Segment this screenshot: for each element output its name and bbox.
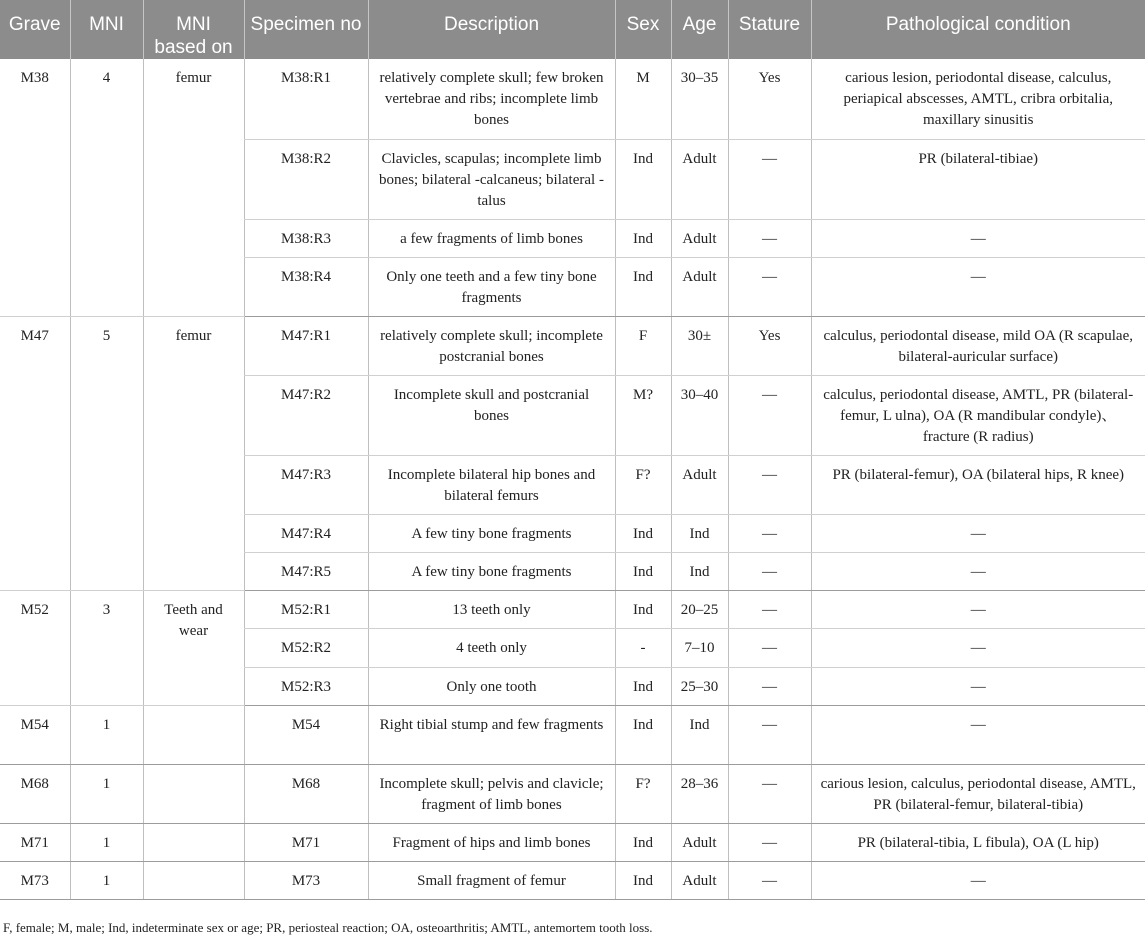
sex-cell: Ind <box>615 823 671 861</box>
pathology-cell: carious lesion, periodontal disease, calculus, periapical abscesses, AMTL, cribra orbitalia, maxillary sinusitis <box>811 59 1145 139</box>
sex-cell: Ind <box>615 514 671 552</box>
description-cell: Fragment of hips and limb bones <box>368 823 615 861</box>
sex-cell: Ind <box>615 590 671 628</box>
pathology-cell: PR (bilateral-tibiae) <box>811 139 1145 219</box>
stature-cell: — <box>728 139 811 219</box>
table-row <box>0 316 1145 375</box>
specimen-no-cell: M52:R1 <box>244 590 368 628</box>
grave-cell: M38 <box>0 59 70 316</box>
header-row <box>0 0 1145 59</box>
description-cell: Small fragment of femur <box>368 861 615 899</box>
specimen-no-cell: M47:R3 <box>244 455 368 514</box>
description-cell: 13 teeth only <box>368 590 615 628</box>
pathology-cell: calculus, periodontal disease, AMTL, PR (bilateral-femur, L ulna), OA (R mandibular condyle)、fracture (R radius) <box>811 375 1145 455</box>
stature-cell: Yes <box>728 59 811 139</box>
header-grave: Grave <box>0 0 70 59</box>
pathology-cell: PR (bilateral-femur), OA (bilateral hips, R knee) <box>811 455 1145 514</box>
table-row <box>0 823 1145 861</box>
stature-cell: — <box>728 375 811 455</box>
age-cell: Adult <box>671 139 728 219</box>
age-cell: Adult <box>671 861 728 899</box>
pathology-cell: — <box>811 705 1145 764</box>
specimen-no-cell: M38:R2 <box>244 139 368 219</box>
pathology-cell: — <box>811 514 1145 552</box>
pathology-cell: — <box>811 219 1145 257</box>
grave-cell: M54 <box>0 705 70 764</box>
stature-cell: — <box>728 257 811 316</box>
sex-cell: M? <box>615 375 671 455</box>
mni-based-on-cell <box>143 705 244 764</box>
mni-cell: 1 <box>70 764 143 823</box>
table-row <box>0 764 1145 823</box>
mni-based-on-cell: femur <box>143 59 244 316</box>
age-cell: 30± <box>671 316 728 375</box>
age-cell: Adult <box>671 455 728 514</box>
stature-cell: — <box>728 705 811 764</box>
description-cell: Incomplete bilateral hip bones and bilateral femurs <box>368 455 615 514</box>
pathology-cell: — <box>811 590 1145 628</box>
stature-cell: — <box>728 667 811 705</box>
age-cell: Ind <box>671 514 728 552</box>
sex-cell: Ind <box>615 219 671 257</box>
stature-cell: — <box>728 764 811 823</box>
age-cell: 30–35 <box>671 59 728 139</box>
sex-cell: M <box>615 59 671 139</box>
specimen-no-cell: M47:R1 <box>244 316 368 375</box>
specimen-no-cell: M47:R2 <box>244 375 368 455</box>
specimen-no-cell: M68 <box>244 764 368 823</box>
stature-cell: — <box>728 455 811 514</box>
table-row <box>0 861 1145 899</box>
specimen-no-cell: M52:R2 <box>244 628 368 667</box>
description-cell: Only one tooth <box>368 667 615 705</box>
specimen-no-cell: M38:R1 <box>244 59 368 139</box>
description-cell: A few tiny bone fragments <box>368 552 615 590</box>
table-row <box>0 59 1145 139</box>
specimen-no-cell: M73 <box>244 861 368 899</box>
table-footnote: F, female; M, male; Ind, indeterminate sex or age; PR, periosteal reaction; OA, osteoarthritis; AMTL, antemortem tooth loss. <box>3 920 653 935</box>
specimen-no-cell: M38:R4 <box>244 257 368 316</box>
pathology-cell: — <box>811 861 1145 899</box>
stature-cell: — <box>728 861 811 899</box>
header-pathological-condition: Pathological condition <box>811 0 1145 59</box>
specimen-no-cell: M47:R5 <box>244 552 368 590</box>
pathology-cell: — <box>811 628 1145 667</box>
sex-cell: Ind <box>615 705 671 764</box>
mni-cell: 4 <box>70 59 143 316</box>
mni-based-on-cell: femur <box>143 316 244 590</box>
sex-cell: F? <box>615 455 671 514</box>
mni-based-on-cell <box>143 823 244 861</box>
stature-cell: — <box>728 552 811 590</box>
pathology-cell: — <box>811 552 1145 590</box>
mni-cell: 1 <box>70 861 143 899</box>
age-cell: 7–10 <box>671 628 728 667</box>
age-cell: Ind <box>671 705 728 764</box>
description-cell: relatively complete skull; incomplete postcranial bones <box>368 316 615 375</box>
specimen-no-cell: M71 <box>244 823 368 861</box>
description-cell: relatively complete skull; few broken vertebrae and ribs; incomplete limb bones <box>368 59 615 139</box>
pathology-cell: PR (bilateral-tibia, L fibula), OA (L hip) <box>811 823 1145 861</box>
mni-based-on-cell <box>143 764 244 823</box>
sex-cell: Ind <box>615 667 671 705</box>
mni-cell: 1 <box>70 705 143 764</box>
stature-cell: — <box>728 590 811 628</box>
grave-cell: M73 <box>0 861 70 899</box>
description-cell: a few fragments of limb bones <box>368 219 615 257</box>
sex-cell: Ind <box>615 861 671 899</box>
stature-cell: Yes <box>728 316 811 375</box>
mni-based-on-cell <box>143 861 244 899</box>
description-cell: Only one teeth and a few tiny bone fragments <box>368 257 615 316</box>
stature-cell: — <box>728 514 811 552</box>
pathology-cell: — <box>811 667 1145 705</box>
header-mni-based-on: MNI based on <box>143 0 244 59</box>
specimen-no-cell: M38:R3 <box>244 219 368 257</box>
table-body <box>0 59 1145 899</box>
stature-cell: — <box>728 823 811 861</box>
specimen-no-cell: M52:R3 <box>244 667 368 705</box>
age-cell: 20–25 <box>671 590 728 628</box>
header-specimen-no: Specimen no <box>244 0 368 59</box>
pathology-cell: — <box>811 257 1145 316</box>
header-mni: MNI <box>70 0 143 59</box>
mni-cell: 5 <box>70 316 143 590</box>
description-cell: Right tibial stump and few fragments <box>368 705 615 764</box>
stature-cell: — <box>728 628 811 667</box>
table-row <box>0 705 1145 764</box>
sex-cell: F? <box>615 764 671 823</box>
age-cell: 30–40 <box>671 375 728 455</box>
age-cell: 25–30 <box>671 667 728 705</box>
header-sex: Sex <box>615 0 671 59</box>
sex-cell: Ind <box>615 257 671 316</box>
header-age: Age <box>671 0 728 59</box>
description-cell: Clavicles, scapulas; incomplete limb bones; bilateral -calcaneus; bilateral -talus <box>368 139 615 219</box>
description-cell: A few tiny bone fragments <box>368 514 615 552</box>
specimen-no-cell: M54 <box>244 705 368 764</box>
grave-cell: M52 <box>0 590 70 705</box>
sex-cell: Ind <box>615 139 671 219</box>
table-row <box>0 590 1145 628</box>
mni-cell: 1 <box>70 823 143 861</box>
age-cell: Adult <box>671 257 728 316</box>
sex-cell: - <box>615 628 671 667</box>
grave-cell: M68 <box>0 764 70 823</box>
description-cell: 4 teeth only <box>368 628 615 667</box>
grave-cell: M47 <box>0 316 70 590</box>
age-cell: Adult <box>671 823 728 861</box>
specimen-no-cell: M47:R4 <box>244 514 368 552</box>
age-cell: Adult <box>671 219 728 257</box>
sex-cell: F <box>615 316 671 375</box>
mni-cell: 3 <box>70 590 143 705</box>
stature-cell: — <box>728 219 811 257</box>
age-cell: Ind <box>671 552 728 590</box>
mni-based-on-cell: Teeth and wear <box>143 590 244 705</box>
header-description: Description <box>368 0 615 59</box>
grave-cell: M71 <box>0 823 70 861</box>
pathology-cell: carious lesion, calculus, periodontal disease, AMTL, PR (bilateral-femur, bilateral-tibia) <box>811 764 1145 823</box>
sex-cell: Ind <box>615 552 671 590</box>
pathology-cell: calculus, periodontal disease, mild OA (R scapulae, bilateral-auricular surface) <box>811 316 1145 375</box>
age-cell: 28–36 <box>671 764 728 823</box>
description-cell: Incomplete skull and postcranial bones <box>368 375 615 455</box>
header-stature: Stature <box>728 0 811 59</box>
description-cell: Incomplete skull; pelvis and clavicle; fragment of limb bones <box>368 764 615 823</box>
